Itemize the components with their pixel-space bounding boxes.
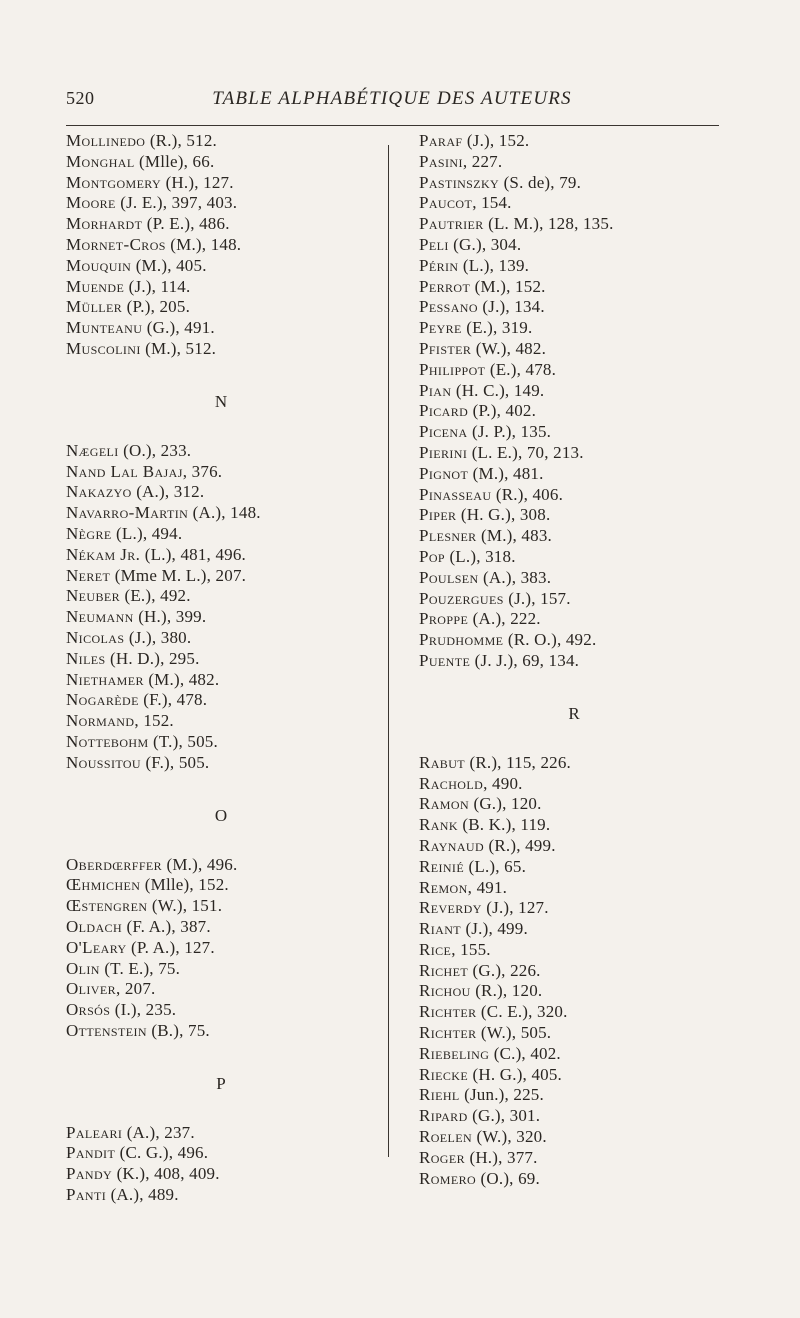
index-entry — [419, 774, 729, 795]
index-entry — [66, 1164, 376, 1185]
author-name: Nottebohm — [66, 731, 149, 751]
index-entry — [66, 1123, 376, 1144]
page-references: (W.), 151. — [147, 896, 223, 916]
left-column — [66, 128, 376, 1206]
page-references: , 490. — [483, 773, 523, 793]
index-entry — [66, 318, 376, 339]
index-entry — [419, 193, 729, 214]
page-references: (J.), 499. — [461, 919, 528, 939]
index-entry — [66, 256, 376, 277]
page-references: (H. C.), 149. — [451, 380, 545, 400]
index-entry — [419, 339, 729, 360]
author-name: Raynaud — [419, 835, 485, 855]
index-entry — [419, 815, 729, 836]
index-entry — [419, 152, 729, 173]
index-entry — [66, 545, 376, 566]
author-name: Olin — [66, 958, 100, 978]
page-references: (B. K.), 119. — [457, 815, 551, 835]
page-references: (M.), 405. — [131, 255, 207, 275]
page-references: (L.), 494. — [111, 523, 183, 543]
index-entry — [419, 277, 729, 298]
index-entry — [419, 214, 729, 235]
page-references: (L.), 65. — [464, 856, 527, 876]
page-references: (E.), 492. — [120, 586, 191, 606]
author-name: Remon — [419, 877, 468, 897]
index-entry — [66, 1143, 376, 1164]
author-name: Oliver — [66, 979, 117, 999]
running-title: TABLE ALPHABÉTIQUE DES AUTEURS — [212, 88, 572, 109]
index-entry — [419, 878, 729, 899]
index-entry — [419, 505, 729, 526]
index-entry — [419, 547, 729, 568]
author-name: Pfister — [419, 338, 472, 358]
author-name: Muscolini — [66, 338, 141, 358]
index-entry — [66, 875, 376, 896]
index-entry — [66, 732, 376, 753]
author-name: Riant — [419, 919, 461, 939]
author-name: Œhmichen — [66, 875, 141, 895]
index-entry — [66, 690, 376, 711]
page-references: (J.), 134. — [477, 297, 545, 317]
author-name: Picena — [419, 422, 468, 442]
page-references: (R.), 406. — [491, 484, 564, 504]
index-entry — [419, 297, 729, 318]
index-entry — [66, 482, 376, 503]
index-entry — [66, 979, 376, 1000]
index-entry — [419, 526, 729, 547]
author-name: Montgomery — [66, 172, 162, 192]
index-entry — [419, 485, 729, 506]
page-references: (R.), 120. — [470, 981, 543, 1001]
index-entry — [419, 360, 729, 381]
index-entry — [419, 173, 729, 194]
page-references: (M.), 148. — [165, 234, 242, 254]
index-entry — [66, 855, 376, 876]
index-entry — [66, 959, 376, 980]
right-column — [419, 128, 729, 1189]
page-references: (H. G.), 405. — [468, 1064, 563, 1084]
author-name: Munteanu — [66, 318, 143, 338]
index-entry — [66, 152, 376, 173]
page-references: , 376. — [182, 461, 223, 481]
index-entry — [66, 917, 376, 938]
author-name: Pinasseau — [419, 484, 492, 504]
author-name: Orsós — [66, 1000, 111, 1020]
page-references: (M.), 482. — [143, 669, 220, 689]
page-references: (P. A.), 127. — [126, 937, 215, 957]
page-references: (R.), 115, 226. — [465, 752, 571, 772]
author-name: Paleari — [66, 1122, 123, 1142]
author-name: Reinié — [419, 856, 465, 876]
page-references: , 227. — [462, 151, 503, 171]
index-entry — [66, 566, 376, 587]
author-name: Neret — [66, 565, 111, 585]
author-name: Rabut — [419, 752, 466, 772]
author-name: Morhardt — [66, 214, 143, 234]
index-entry — [419, 961, 729, 982]
index-entry — [66, 1021, 376, 1042]
page-references: (R.), 499. — [484, 835, 556, 855]
index-entry — [419, 1169, 729, 1190]
index-entry — [419, 609, 729, 630]
page-references: (A.), 222. — [468, 609, 541, 629]
author-name: Niethamer — [66, 669, 144, 689]
author-name: Navarro-Martin — [66, 503, 189, 523]
author-name: Nogarède — [66, 690, 139, 710]
author-name: Ramon — [419, 794, 470, 814]
section-letter: N — [214, 391, 228, 411]
page-references: (G.), 301. — [467, 1106, 541, 1126]
author-name: Monghal — [66, 151, 135, 171]
column-divider — [388, 145, 389, 1157]
page-references: (E.), 478. — [485, 359, 557, 379]
index-entry — [66, 173, 376, 194]
index-entry — [419, 401, 729, 422]
author-name: Oldach — [66, 916, 123, 936]
page-references: (T. E.), 75. — [99, 958, 181, 978]
page-references: (W.), 505. — [476, 1023, 552, 1043]
page-references: (L.), 481, 496. — [140, 544, 247, 564]
author-name: Roger — [419, 1147, 466, 1167]
page-references: (H.), 377. — [465, 1147, 538, 1167]
index-entry — [419, 422, 729, 443]
author-name: Nicolas — [66, 627, 125, 647]
index-entry — [66, 462, 376, 483]
page-references: (A.), 148. — [188, 503, 261, 523]
page-references: (G.), 120. — [469, 794, 542, 814]
page-references: (L. E.), 70, 213. — [467, 442, 584, 462]
index-entry — [66, 441, 376, 462]
index-entry — [66, 214, 376, 235]
author-name: Normand — [66, 711, 135, 731]
author-name: Pierini — [419, 442, 468, 462]
page-references: (J.), 157. — [503, 588, 571, 608]
author-name: Pandit — [66, 1143, 116, 1163]
page-references: (G.), 491. — [142, 318, 215, 338]
author-name: Neumann — [66, 607, 134, 627]
index-entry — [66, 896, 376, 917]
author-name: Riehl — [419, 1085, 460, 1105]
author-name: Perrot — [419, 276, 471, 296]
index-entry — [419, 131, 729, 152]
index-entry — [419, 794, 729, 815]
page-references: (O.), 69. — [476, 1168, 540, 1188]
author-name: Périn — [419, 255, 459, 275]
page-references: (Jun.), 225. — [459, 1085, 544, 1105]
author-name: Pautrier — [419, 214, 484, 234]
author-name: Ripard — [419, 1106, 468, 1126]
index-entry — [66, 193, 376, 214]
author-name: Richter — [419, 1002, 477, 1022]
index-entry — [66, 649, 376, 670]
author-name: Mornet-Cros — [66, 234, 166, 254]
author-name: Muende — [66, 276, 125, 296]
page-references: (C. G.), 496. — [115, 1143, 209, 1163]
author-name: Picard — [419, 401, 469, 421]
author-name: Moore — [66, 193, 116, 213]
page-references: (F. A.), 387. — [122, 916, 211, 936]
author-name: Noussitou — [66, 752, 141, 772]
index-entry — [419, 940, 729, 961]
index-entry — [419, 1106, 729, 1127]
author-name: Pian — [419, 380, 452, 400]
author-name: Mollinedo — [66, 131, 146, 150]
index-entry — [66, 628, 376, 649]
page-references: (B.), 75. — [146, 1020, 210, 1040]
index-entry — [419, 981, 729, 1002]
author-name: Pop — [419, 546, 445, 566]
page-references: (J. P.), 135. — [467, 422, 552, 442]
author-name: Rachold — [419, 773, 484, 793]
author-name: Roelen — [419, 1127, 473, 1147]
page-number: 520 — [66, 88, 95, 108]
page-references: (M.), 152. — [470, 276, 546, 296]
page-references: (M.), 483. — [476, 526, 552, 546]
author-name: Oberdœrffer — [66, 854, 163, 874]
page-references: (M.), 496. — [162, 854, 238, 874]
index-entry — [66, 277, 376, 298]
author-name: Proppe — [419, 609, 469, 629]
page-references: (K.), 408, 409. — [112, 1164, 220, 1184]
page-references: (E.), 319. — [461, 318, 533, 338]
index-entry — [66, 938, 376, 959]
index-entry — [419, 753, 729, 774]
page-references: (G.), 304. — [448, 234, 522, 254]
author-name: Mouquin — [66, 255, 132, 275]
index-entry — [419, 1148, 729, 1169]
index-entry — [419, 381, 729, 402]
author-name: Pastinszky — [419, 172, 500, 192]
index-entry — [66, 131, 376, 152]
page-references: , 207. — [116, 979, 156, 999]
author-name: Richet — [419, 960, 469, 980]
author-name: Riebeling — [419, 1043, 490, 1063]
author-name: Nègre — [66, 523, 112, 543]
page-references: (Mme M. L.), 207. — [110, 565, 247, 585]
index-entry — [419, 568, 729, 589]
page-references: (A.), 489. — [106, 1185, 179, 1205]
index-entry — [419, 256, 729, 277]
author-name: Müller — [66, 297, 123, 317]
index-entry — [66, 339, 376, 360]
author-name: Philippot — [419, 359, 486, 379]
author-name: Pasini — [419, 151, 463, 171]
index-entry — [419, 630, 729, 651]
author-name: Richter — [419, 1023, 477, 1043]
index-entry — [419, 235, 729, 256]
header-rule — [66, 125, 719, 126]
page-references: (I.), 235. — [110, 1000, 177, 1020]
index-entry — [419, 919, 729, 940]
author-name: Rank — [419, 815, 458, 835]
section-letter: P — [216, 1073, 226, 1093]
index-entry — [419, 1044, 729, 1065]
index-entry — [66, 524, 376, 545]
index-entry — [419, 443, 729, 464]
author-name: Paucot — [419, 193, 473, 213]
index-entry — [66, 1000, 376, 1021]
page-references: (R.), 512. — [145, 131, 217, 150]
author-name: Paraf — [419, 131, 463, 150]
page-references: (F.), 505. — [141, 752, 210, 772]
index-entry — [419, 1002, 729, 1023]
page-references: (A.), 383. — [478, 567, 552, 587]
index-entry — [419, 1023, 729, 1044]
page-references: (J.), 152. — [462, 131, 530, 150]
page-references: (M.), 512. — [140, 338, 217, 358]
author-name: Pouzergues — [419, 588, 504, 608]
section-letter: R — [568, 703, 580, 723]
page-references: (W.), 320. — [472, 1127, 547, 1147]
author-name: Rice — [419, 939, 452, 959]
author-name: Reverdy — [419, 898, 482, 918]
author-name: Pignot — [419, 463, 469, 483]
page-references: (A.), 312. — [131, 482, 205, 502]
author-name: Pandy — [66, 1164, 113, 1184]
author-name: Pessano — [419, 297, 478, 317]
index-entry — [66, 753, 376, 774]
author-name: Puente — [419, 650, 471, 670]
author-name: Nand Lal Bajaj — [66, 461, 183, 481]
page-references: (W.), 482. — [471, 338, 547, 358]
page-references: (H. G.), 308. — [456, 505, 551, 525]
author-name: Riecke — [419, 1064, 469, 1084]
author-name: Œstengren — [66, 896, 148, 916]
page-references: (J. J.), 69, 134. — [470, 650, 580, 670]
author-name: Prudhomme — [419, 630, 504, 650]
index-entry — [419, 589, 729, 610]
index-entry — [66, 586, 376, 607]
page-references: (G.), 226. — [468, 960, 541, 980]
page-references: (Mlle), 66. — [134, 151, 215, 171]
author-name: Piper — [419, 505, 457, 525]
page-references: (J.), 127. — [481, 898, 549, 918]
page-references: (A.), 237. — [122, 1122, 195, 1142]
index-entry — [66, 607, 376, 628]
page-references: (P. E.), 486. — [142, 214, 230, 234]
page-references: , 491. — [467, 877, 508, 897]
index-entry — [66, 235, 376, 256]
index-entry — [419, 464, 729, 485]
index-entry — [419, 857, 729, 878]
page-references: (L.), 318. — [445, 546, 516, 566]
author-name: Panti — [66, 1185, 107, 1205]
page-references: (P.), 402. — [468, 401, 537, 421]
page-references: (T.), 505. — [148, 731, 218, 751]
page-references: (C. E.), 320. — [476, 1002, 568, 1022]
index-entry — [66, 711, 376, 732]
page-references: (F.), 478. — [138, 690, 208, 710]
page-header — [66, 88, 718, 118]
page-references: (M.), 481. — [468, 463, 544, 483]
page-references: (C.), 402. — [489, 1043, 561, 1063]
author-name: Peli — [419, 234, 449, 254]
page-references: (J.), 114. — [124, 276, 191, 296]
page-references: , 154. — [472, 193, 512, 213]
index-entry — [419, 1127, 729, 1148]
page-references: (Mlle), 152. — [140, 875, 229, 895]
page-references: , 155. — [451, 939, 491, 959]
author-name: Nægeli — [66, 440, 119, 460]
author-name: Nékam Jr. — [66, 544, 141, 564]
page-references: (H.), 127. — [161, 172, 234, 192]
index-entry — [419, 318, 729, 339]
index-entry — [66, 297, 376, 318]
page-references: (O.), 233. — [118, 440, 192, 460]
index-entry — [419, 1085, 729, 1106]
index-entry — [419, 836, 729, 857]
index-entry — [419, 651, 729, 672]
section-letter: O — [214, 805, 228, 825]
index-entry — [419, 1065, 729, 1086]
author-name: Romero — [419, 1168, 477, 1188]
author-name: Peyre — [419, 318, 462, 338]
author-name: Poulsen — [419, 567, 479, 587]
index-entry — [66, 1185, 376, 1206]
page-references: (P.), 205. — [122, 297, 191, 317]
author-name: Nakazyo — [66, 482, 132, 502]
author-name: Ottenstein — [66, 1020, 147, 1040]
page-references: (R. O.), 492. — [503, 630, 597, 650]
page-references: , 152. — [134, 711, 174, 731]
author-name: O'Leary — [66, 937, 127, 957]
page-references: (L. M.), 128, 135. — [483, 214, 614, 234]
page-references: (J.), 380. — [124, 627, 192, 647]
author-name: Plesner — [419, 526, 477, 546]
page-references: (H. D.), 295. — [105, 648, 200, 668]
author-name: Richou — [419, 981, 471, 1001]
page-references: (L.), 139. — [458, 255, 530, 275]
page-references: (S. de), 79. — [499, 172, 582, 192]
author-name: Niles — [66, 648, 106, 668]
page-references: (J. E.), 397, 403. — [115, 193, 238, 213]
author-name: Neuber — [66, 586, 121, 606]
index-entry — [66, 670, 376, 691]
index-entry — [419, 898, 729, 919]
index-entry — [66, 503, 376, 524]
page-references: (H.), 399. — [133, 607, 207, 627]
